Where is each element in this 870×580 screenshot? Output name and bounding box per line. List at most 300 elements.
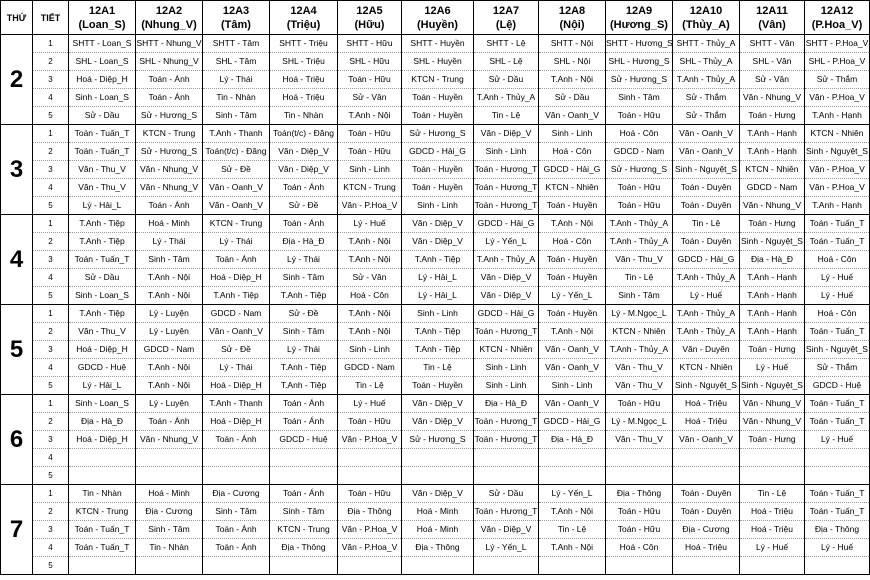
schedule-cell: Toán - Huyền bbox=[402, 161, 474, 179]
schedule-cell bbox=[203, 467, 270, 485]
schedule-cell: Sử - Dầu bbox=[69, 107, 136, 125]
schedule-cell: SHL - Lệ bbox=[474, 53, 539, 71]
schedule-cell: Sinh - Linh bbox=[539, 125, 606, 143]
schedule-cell: KTCN - Trung bbox=[69, 503, 136, 521]
schedule-cell bbox=[805, 557, 870, 575]
schedule-cell: Sinh - Nguyệt_S bbox=[740, 377, 805, 395]
schedule-cell: SHL - Nhung_V bbox=[136, 53, 203, 71]
class-teacher: (Nhung_V) bbox=[141, 18, 197, 31]
schedule-cell bbox=[136, 449, 203, 467]
period-number: 5 bbox=[33, 377, 69, 395]
schedule-cell: Văn - Diệp_V bbox=[402, 485, 474, 503]
schedule-cell: GDCD - Hải_G bbox=[539, 413, 606, 431]
period-number: 1 bbox=[33, 125, 69, 143]
schedule-cell bbox=[270, 449, 338, 467]
schedule-cell: Sử - Đề bbox=[203, 161, 270, 179]
schedule-cell: Toán - Hữu bbox=[606, 503, 673, 521]
schedule-cell: Toán - Tuấn_T bbox=[805, 503, 870, 521]
schedule-cell bbox=[270, 557, 338, 575]
period-number: 4 bbox=[33, 89, 69, 107]
schedule-cell bbox=[136, 557, 203, 575]
schedule-cell: Tin - Lệ bbox=[673, 215, 740, 233]
table-row bbox=[1, 125, 870, 143]
header-class bbox=[606, 1, 673, 35]
schedule-cell: T.Anh - Hạnh bbox=[740, 323, 805, 341]
schedule-cell: Văn - P.Hoa_V bbox=[338, 539, 402, 557]
schedule-cell: Văn - Diệp_V bbox=[402, 233, 474, 251]
schedule-cell: GDCD - Hải_G bbox=[474, 305, 539, 323]
schedule-cell: T.Anh - Hạnh bbox=[740, 143, 805, 161]
schedule-cell: Sinh - Tâm bbox=[270, 323, 338, 341]
class-name: 12A10 bbox=[689, 4, 723, 17]
header-class bbox=[539, 1, 606, 35]
period-number: 4 bbox=[33, 449, 69, 467]
schedule-cell: Lý - Luyện bbox=[136, 395, 203, 413]
day-label: 5 bbox=[1, 305, 33, 395]
schedule-cell: Sử - Hương_S bbox=[606, 161, 673, 179]
schedule-cell: Toán - Huyền bbox=[402, 377, 474, 395]
schedule-cell: SHTT - Hương_S bbox=[606, 35, 673, 53]
schedule-cell: Tin - Lệ bbox=[338, 377, 402, 395]
header-class bbox=[270, 1, 338, 35]
schedule-cell: Tin - Lệ bbox=[402, 359, 474, 377]
header-class bbox=[69, 1, 136, 35]
schedule-cell: Văn - Diệp_V bbox=[270, 161, 338, 179]
schedule-cell: Sử - Dầu bbox=[474, 485, 539, 503]
schedule-cell bbox=[539, 467, 606, 485]
schedule-cell: Văn - Diệp_V bbox=[474, 125, 539, 143]
schedule-cell: T.Anh - Hạnh bbox=[805, 107, 870, 125]
schedule-cell: Toán - Ánh bbox=[203, 521, 270, 539]
schedule-cell: T.Anh - Nội bbox=[539, 539, 606, 557]
schedule-cell: Toán - Hưng bbox=[740, 341, 805, 359]
schedule-cell: SHL - Tâm bbox=[203, 53, 270, 71]
table-row bbox=[1, 413, 870, 431]
schedule-cell bbox=[606, 557, 673, 575]
schedule-cell bbox=[338, 467, 402, 485]
schedule-cell: SHTT - Lệ bbox=[474, 35, 539, 53]
schedule-cell: Lý - Thái bbox=[203, 71, 270, 89]
table-row bbox=[1, 467, 870, 485]
schedule-cell: Toán - Duyên bbox=[673, 485, 740, 503]
table-row bbox=[1, 233, 870, 251]
schedule-cell: GDCD - Nam bbox=[740, 179, 805, 197]
day-label: 4 bbox=[1, 215, 33, 305]
header-tiet: TIẾT bbox=[33, 1, 69, 35]
schedule-cell: Sinh - Linh bbox=[474, 143, 539, 161]
table-row bbox=[1, 107, 870, 125]
class-teacher: (Triệu) bbox=[286, 18, 321, 31]
period-number: 3 bbox=[33, 431, 69, 449]
class-name: 12A6 bbox=[424, 4, 451, 17]
schedule-cell: T.Anh - Thủy_A bbox=[673, 305, 740, 323]
schedule-cell: Toán - Hữu bbox=[338, 125, 402, 143]
schedule-cell: Văn - Oanh_V bbox=[203, 179, 270, 197]
schedule-cell: SHTT - Triệu bbox=[270, 35, 338, 53]
schedule-cell: Hoá - Côn bbox=[805, 305, 870, 323]
schedule-cell: Lý - Yến_L bbox=[474, 233, 539, 251]
schedule-cell: Sinh - Linh bbox=[338, 161, 402, 179]
schedule-cell: Hoá - Côn bbox=[338, 287, 402, 305]
schedule-cell: Sử - Vân bbox=[740, 71, 805, 89]
schedule-cell: Văn - P.Hoa_V bbox=[338, 197, 402, 215]
schedule-cell: Toán - Hương_T bbox=[474, 503, 539, 521]
schedule-cell: SHL - Huyền bbox=[402, 53, 474, 71]
schedule-cell: T.Anh - Nội bbox=[338, 107, 402, 125]
schedule-cell: T.Anh - Thủy_A bbox=[606, 341, 673, 359]
schedule-cell: Toán - Tuấn_T bbox=[69, 251, 136, 269]
header-class bbox=[203, 1, 270, 35]
period-number: 1 bbox=[33, 305, 69, 323]
schedule-cell: KTCN - Trung bbox=[203, 215, 270, 233]
schedule-cell: Tin - Lệ bbox=[606, 269, 673, 287]
schedule-cell: T.Anh - Tiệp bbox=[402, 323, 474, 341]
schedule-cell: Toán - Hữu bbox=[606, 179, 673, 197]
schedule-cell: Toán - Hữu bbox=[338, 143, 402, 161]
schedule-cell: Toán - Ánh bbox=[136, 89, 203, 107]
schedule-cell: Tin - Nhàn bbox=[203, 89, 270, 107]
schedule-cell: Văn - Nhung_V bbox=[136, 431, 203, 449]
table-row bbox=[1, 71, 870, 89]
schedule-cell: Hoá - Triệu bbox=[673, 539, 740, 557]
schedule-cell bbox=[606, 467, 673, 485]
table-row bbox=[1, 377, 870, 395]
schedule-cell: T.Anh - Tiệp bbox=[270, 359, 338, 377]
schedule-cell: Toán - Tuấn_T bbox=[805, 233, 870, 251]
period-number: 1 bbox=[33, 215, 69, 233]
schedule-cell: GDCD - Nam bbox=[136, 341, 203, 359]
schedule-cell: Hoá - Côn bbox=[539, 143, 606, 161]
class-teacher: (P.Hoa_V) bbox=[811, 18, 863, 31]
schedule-cell: SHL - Thủy_A bbox=[673, 53, 740, 71]
schedule-cell: T.Anh - Hạnh bbox=[740, 287, 805, 305]
schedule-cell: KTCN - Nhiên bbox=[606, 323, 673, 341]
schedule-cell bbox=[474, 557, 539, 575]
schedule-cell: Sinh - Tâm bbox=[203, 503, 270, 521]
schedule-cell: Lý - Huế bbox=[673, 287, 740, 305]
schedule-cell: Văn - Thu_V bbox=[606, 431, 673, 449]
schedule-cell: Toán - Duyên bbox=[673, 179, 740, 197]
schedule-cell: Toán - Ánh bbox=[136, 413, 203, 431]
schedule-cell: Toán - Huyền bbox=[539, 197, 606, 215]
header-thu: THỨ bbox=[1, 1, 33, 35]
class-name: 12A5 bbox=[356, 4, 383, 17]
schedule-cell: Toán - Huyền bbox=[402, 179, 474, 197]
period-number: 3 bbox=[33, 341, 69, 359]
schedule-cell: Sinh - Tâm bbox=[136, 251, 203, 269]
schedule-cell: Lý - Huế bbox=[338, 395, 402, 413]
schedule-cell bbox=[539, 557, 606, 575]
schedule-cell: Hoá - Côn bbox=[606, 125, 673, 143]
schedule-cell: T.Anh - Tiệp bbox=[270, 287, 338, 305]
schedule-cell: Sinh - Tâm bbox=[270, 503, 338, 521]
schedule-cell: Toán - Ánh bbox=[136, 71, 203, 89]
schedule-cell: SHTT - Nội bbox=[539, 35, 606, 53]
schedule-cell: Toán - Tuấn_T bbox=[805, 323, 870, 341]
schedule-cell: Toán - Hưng bbox=[740, 431, 805, 449]
period-number: 1 bbox=[33, 35, 69, 53]
schedule-cell: T.Anh - Thủy_A bbox=[673, 71, 740, 89]
table-row bbox=[1, 269, 870, 287]
schedule-cell: Văn - Thu_V bbox=[606, 251, 673, 269]
schedule-cell: Hoá - Triệu bbox=[673, 413, 740, 431]
class-teacher: (Thủy_A) bbox=[682, 18, 730, 31]
schedule-cell: Văn - Oanh_V bbox=[673, 125, 740, 143]
schedule-cell: Toán - Hữu bbox=[606, 395, 673, 413]
schedule-cell: T.Anh - Hạnh bbox=[740, 269, 805, 287]
schedule-cell: GDCD - Huệ bbox=[805, 377, 870, 395]
schedule-cell: Sinh - Tâm bbox=[270, 269, 338, 287]
schedule-cell: Lý - Yến_L bbox=[474, 539, 539, 557]
schedule-cell: Sinh - Loan_S bbox=[69, 395, 136, 413]
class-name: 12A2 bbox=[155, 4, 183, 17]
schedule-cell: SHTT - Huyền bbox=[402, 35, 474, 53]
schedule-cell: KTCN - Trung bbox=[402, 71, 474, 89]
table-row bbox=[1, 251, 870, 269]
schedule-cell bbox=[673, 449, 740, 467]
schedule-cell bbox=[402, 467, 474, 485]
schedule-cell: T.Anh - Nội bbox=[539, 503, 606, 521]
schedule-cell: Sử - Vân bbox=[338, 269, 402, 287]
schedule-cell: Toán - Hương_T bbox=[474, 179, 539, 197]
schedule-cell: Toán - Huyền bbox=[539, 305, 606, 323]
schedule-cell: Lý - Huế bbox=[805, 539, 870, 557]
table-row bbox=[1, 359, 870, 377]
schedule-cell: Địa - Hà_Đ bbox=[270, 233, 338, 251]
schedule-cell: Hoá - Triệu bbox=[673, 395, 740, 413]
schedule-cell: Sinh - Nguyệt_S bbox=[673, 377, 740, 395]
period-number: 5 bbox=[33, 287, 69, 305]
schedule-cell: Hoá - Triệu bbox=[270, 71, 338, 89]
table-row bbox=[1, 449, 870, 467]
schedule-cell: Địa - Hà_Đ bbox=[69, 413, 136, 431]
schedule-cell: Văn - Oanh_V bbox=[539, 341, 606, 359]
schedule-cell: Toán - Hưng bbox=[740, 107, 805, 125]
class-teacher: (Loan_S) bbox=[78, 18, 126, 31]
schedule-cell bbox=[402, 557, 474, 575]
table-row bbox=[1, 53, 870, 71]
header-class bbox=[805, 1, 870, 35]
schedule-cell: Toán - Ánh bbox=[203, 539, 270, 557]
schedule-cell: Sinh - Linh bbox=[402, 305, 474, 323]
schedule-cell: Lý - Yến_L bbox=[539, 485, 606, 503]
schedule-cell: T.Anh - Hạnh bbox=[740, 125, 805, 143]
schedule-cell: T.Anh - Tiệp bbox=[69, 215, 136, 233]
schedule-cell: Địa - Thông bbox=[402, 539, 474, 557]
schedule-cell bbox=[338, 449, 402, 467]
class-name: 12A12 bbox=[820, 4, 854, 17]
schedule-cell: Sinh - Nguyệt_S bbox=[673, 161, 740, 179]
schedule-cell: Văn - Thu_V bbox=[69, 323, 136, 341]
schedule-cell: Toán - Tuấn_T bbox=[69, 539, 136, 557]
table-row bbox=[1, 485, 870, 503]
schedule-cell: Sử - Hương_S bbox=[402, 125, 474, 143]
schedule-cell: Sinh - Linh bbox=[474, 377, 539, 395]
schedule-cell: SHL - Nội bbox=[539, 53, 606, 71]
schedule-cell: Sử - Đề bbox=[270, 197, 338, 215]
period-number: 4 bbox=[33, 359, 69, 377]
class-teacher: (Hữu) bbox=[354, 18, 385, 31]
schedule-cell bbox=[805, 449, 870, 467]
period-number: 2 bbox=[33, 323, 69, 341]
schedule-cell: Lý - Huế bbox=[338, 215, 402, 233]
schedule-cell: KTCN - Trung bbox=[136, 125, 203, 143]
period-number: 2 bbox=[33, 233, 69, 251]
schedule-cell: T.Anh - Hạnh bbox=[740, 305, 805, 323]
table-row bbox=[1, 35, 870, 53]
schedule-cell: Lý - Thái bbox=[270, 251, 338, 269]
schedule-cell: Sinh - Tâm bbox=[203, 107, 270, 125]
schedule-cell: Sinh - Nguyệt_S bbox=[805, 341, 870, 359]
schedule-cell: Hoá - Minh bbox=[136, 485, 203, 503]
schedule-cell: GDCD - Nam bbox=[203, 305, 270, 323]
schedule-cell: Hoá - Diệp_H bbox=[203, 269, 270, 287]
period-number: 5 bbox=[33, 467, 69, 485]
schedule-cell: T.Anh - Nội bbox=[539, 323, 606, 341]
schedule-cell: Lý - Hải_L bbox=[402, 269, 474, 287]
schedule-cell: KTCN - Nhiên bbox=[673, 359, 740, 377]
schedule-cell: Lý - Huế bbox=[805, 287, 870, 305]
schedule-cell: Toán - Duyên bbox=[673, 503, 740, 521]
schedule-cell: Hoá - Côn bbox=[805, 251, 870, 269]
schedule-cell: SHL - P.Hoa_V bbox=[805, 53, 870, 71]
schedule-cell bbox=[69, 557, 136, 575]
schedule-cell: T.Anh - Nội bbox=[136, 359, 203, 377]
day-label: 2 bbox=[1, 35, 33, 125]
schedule-cell: Văn - P.Hoa_V bbox=[338, 521, 402, 539]
schedule-cell: GDCD - Huệ bbox=[270, 431, 338, 449]
schedule-cell bbox=[539, 449, 606, 467]
schedule-cell: Văn - Nhung_V bbox=[740, 413, 805, 431]
schedule-cell: Văn - Thu_V bbox=[606, 377, 673, 395]
schedule-cell: Sử - Dầu bbox=[539, 89, 606, 107]
schedule-cell: Lý - Hải_L bbox=[69, 197, 136, 215]
schedule-cell: Toán - Huyền bbox=[539, 269, 606, 287]
schedule-cell: Lý - Thái bbox=[136, 233, 203, 251]
schedule-cell: T.Anh - Nội bbox=[338, 233, 402, 251]
schedule-cell: Văn - P.Hoa_V bbox=[338, 431, 402, 449]
schedule-cell: SHL - Triệu bbox=[270, 53, 338, 71]
class-name: 12A4 bbox=[290, 4, 317, 17]
schedule-cell: T.Anh - Nội bbox=[136, 269, 203, 287]
period-number: 5 bbox=[33, 557, 69, 575]
schedule-cell: Sử - Dầu bbox=[474, 71, 539, 89]
schedule-cell: Văn - Diệp_V bbox=[270, 143, 338, 161]
schedule-cell: Sử - Thắm bbox=[805, 359, 870, 377]
schedule-cell: KTCN - Nhiên bbox=[805, 125, 870, 143]
schedule-cell: SHTT - Nhung_V bbox=[136, 35, 203, 53]
schedule-cell: KTCN - Nhiên bbox=[474, 341, 539, 359]
schedule-cell: Văn - Oanh_V bbox=[673, 143, 740, 161]
schedule-cell: Toán - Ánh bbox=[270, 395, 338, 413]
schedule-cell: Hoá - Minh bbox=[402, 503, 474, 521]
schedule-cell: Văn - Diệp_V bbox=[402, 215, 474, 233]
schedule-cell: Toán - Hữu bbox=[338, 413, 402, 431]
schedule-cell bbox=[673, 467, 740, 485]
schedule-cell: Hoá - Minh bbox=[136, 215, 203, 233]
schedule-cell: Văn - P.Hoa_V bbox=[805, 89, 870, 107]
schedule-cell: Sinh - Linh bbox=[474, 359, 539, 377]
schedule-cell: T.Anh - Hạnh bbox=[805, 197, 870, 215]
class-name: 12A9 bbox=[625, 4, 653, 17]
schedule-cell: Lý - Luyện bbox=[136, 323, 203, 341]
schedule-cell: Sử - Hương_S bbox=[606, 71, 673, 89]
schedule-cell: T.Anh - Thủy_A bbox=[606, 215, 673, 233]
class-name: 12A3 bbox=[222, 4, 250, 17]
schedule-cell bbox=[740, 557, 805, 575]
schedule-cell: T.Anh - Nội bbox=[338, 305, 402, 323]
table-row bbox=[1, 341, 870, 359]
schedule-cell: Hoá - Minh bbox=[402, 521, 474, 539]
day-label: 6 bbox=[1, 395, 33, 485]
schedule-cell: Toán - Hữu bbox=[338, 71, 402, 89]
period-number: 3 bbox=[33, 161, 69, 179]
schedule-cell: Toán - Tuấn_T bbox=[69, 125, 136, 143]
schedule-cell: Lý - Luyện bbox=[136, 305, 203, 323]
header-class bbox=[740, 1, 805, 35]
schedule-cell: Hoá - Diệp_H bbox=[69, 431, 136, 449]
schedule-cell: Địa - Cương bbox=[203, 485, 270, 503]
schedule-cell: SHTT - Loan_S bbox=[69, 35, 136, 53]
schedule-cell: SHL - Hương_S bbox=[606, 53, 673, 71]
schedule-cell: Sử - Hương_S bbox=[136, 143, 203, 161]
schedule-cell: Toán - Tuấn_T bbox=[69, 521, 136, 539]
schedule-cell: GDCD - Hải_G bbox=[539, 161, 606, 179]
schedule-cell: Toán - Ánh bbox=[270, 413, 338, 431]
schedule-cell bbox=[69, 467, 136, 485]
schedule-cell bbox=[740, 449, 805, 467]
schedule-cell: Lý - Hải_L bbox=[402, 287, 474, 305]
schedule-cell bbox=[740, 467, 805, 485]
table-row bbox=[1, 287, 870, 305]
header-class bbox=[474, 1, 539, 35]
header-class bbox=[673, 1, 740, 35]
schedule-cell: Sử - Vân bbox=[338, 89, 402, 107]
schedule-cell: GDCD - Nam bbox=[606, 143, 673, 161]
schedule-cell: Toán - Tuấn_T bbox=[69, 143, 136, 161]
schedule-cell bbox=[474, 467, 539, 485]
schedule-cell: Văn - Nhung_V bbox=[740, 89, 805, 107]
table-row bbox=[1, 323, 870, 341]
schedule-cell: Hoá - Côn bbox=[606, 539, 673, 557]
schedule-cell bbox=[203, 449, 270, 467]
schedule-cell: T.Anh - Thủy_A bbox=[474, 251, 539, 269]
schedule-cell: Văn - Diệp_V bbox=[474, 521, 539, 539]
period-number: 2 bbox=[33, 143, 69, 161]
schedule-cell: Sinh - Nguyệt_S bbox=[805, 143, 870, 161]
schedule-cell: Toán - Huyền bbox=[402, 107, 474, 125]
schedule-cell: KTCN - Trung bbox=[338, 179, 402, 197]
schedule-cell: GDCD - Hải_G bbox=[402, 143, 474, 161]
schedule-cell: T.Anh - Nội bbox=[539, 215, 606, 233]
schedule-cell bbox=[338, 557, 402, 575]
schedule-cell: Văn - Nhung_V bbox=[136, 161, 203, 179]
schedule-cell: Hoá - Diệp_H bbox=[203, 377, 270, 395]
class-teacher: (Tâm) bbox=[221, 18, 251, 31]
schedule-cell: Văn - Duyên bbox=[673, 341, 740, 359]
schedule-cell: Toán - Huyền bbox=[402, 89, 474, 107]
schedule-cell: Sinh - Linh bbox=[338, 341, 402, 359]
table-row bbox=[1, 431, 870, 449]
schedule-cell: Toán - Hữu bbox=[338, 485, 402, 503]
schedule-cell: Địa - Thông bbox=[805, 521, 870, 539]
header-class bbox=[402, 1, 474, 35]
schedule-cell: Hoá - Diệp_H bbox=[69, 341, 136, 359]
day-label: 7 bbox=[1, 485, 33, 575]
period-number: 4 bbox=[33, 269, 69, 287]
schedule-cell: T.Anh - Tiệp bbox=[69, 233, 136, 251]
schedule-cell: Sinh - Loan_S bbox=[69, 89, 136, 107]
